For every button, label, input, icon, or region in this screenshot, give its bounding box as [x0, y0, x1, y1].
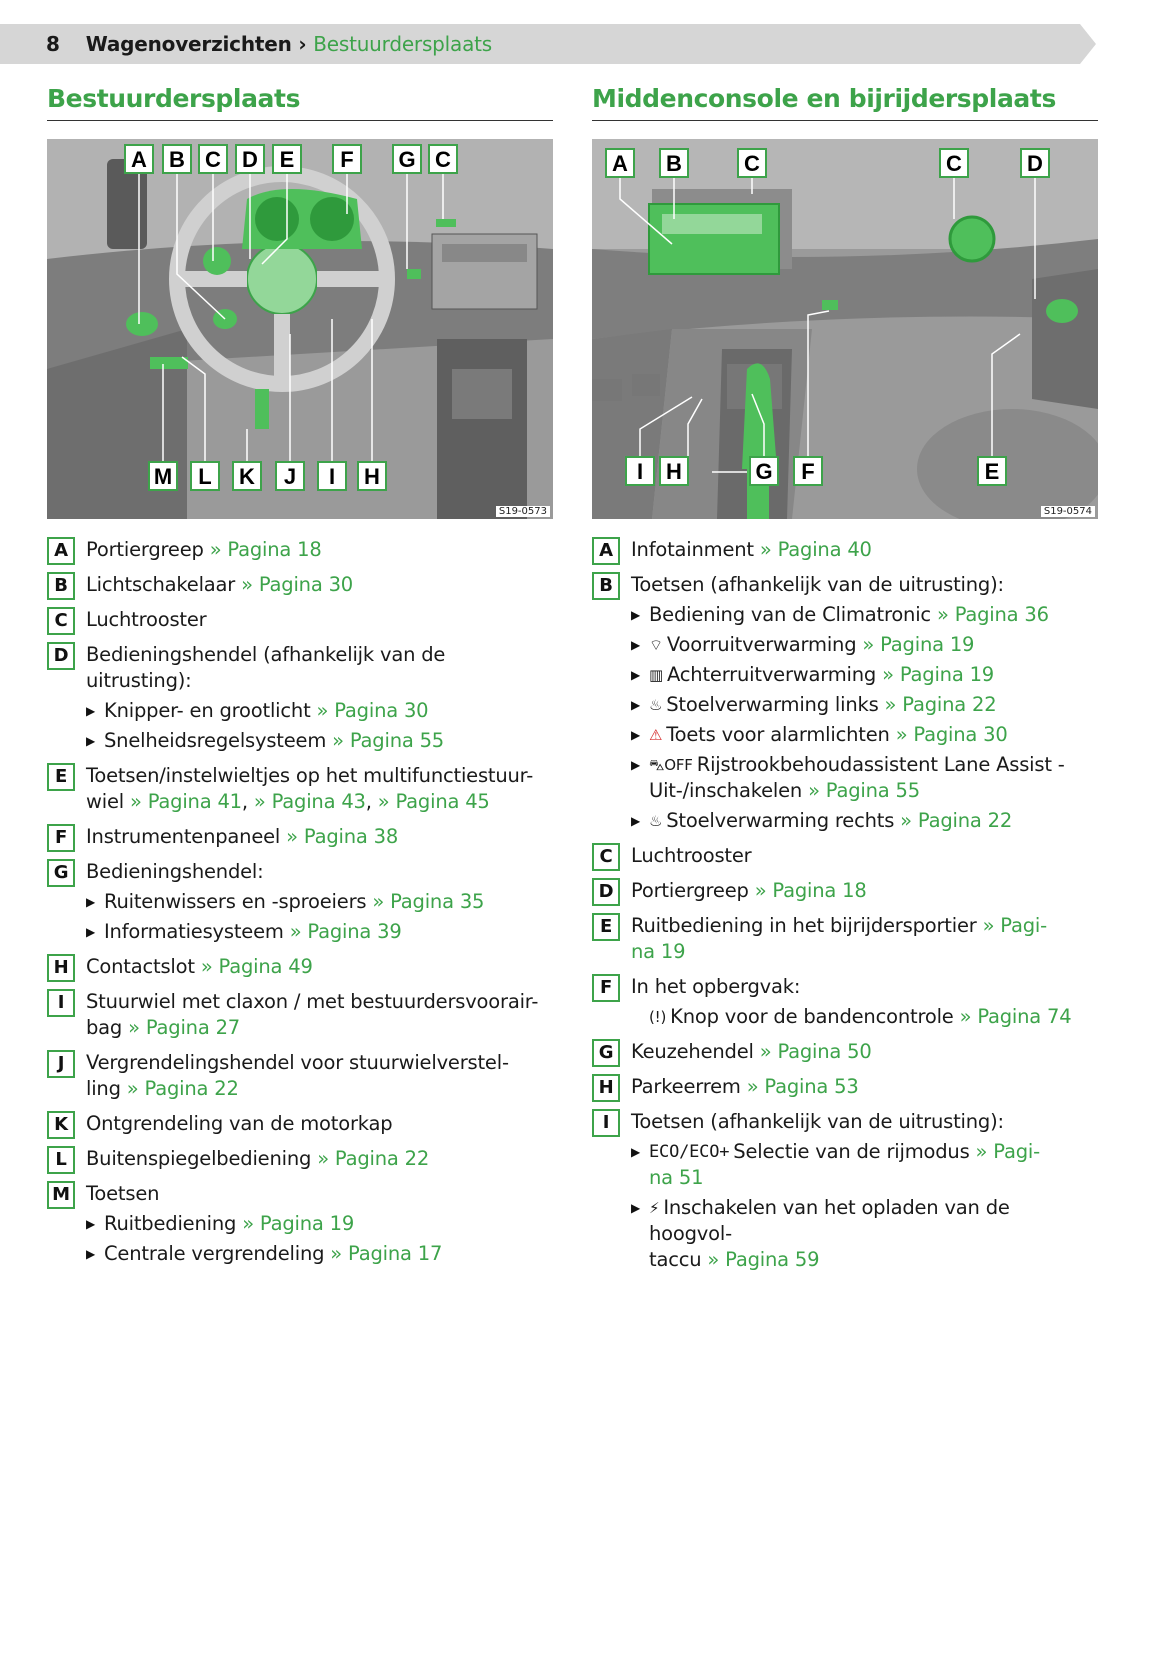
- legend-subitem: [631, 808, 1098, 834]
- legend-text: Toetsen: [86, 1182, 160, 1205]
- svg-text:G: G: [398, 147, 416, 172]
- legend-key: E: [47, 763, 75, 791]
- legend-text: Contactslot: [86, 955, 195, 978]
- subitem-text: Ruitenwissers en -sproeiers: [104, 890, 367, 913]
- tyre-pressure-icon: (!): [649, 1008, 667, 1026]
- svg-text:F: F: [340, 147, 354, 172]
- legend-key: I: [47, 989, 75, 1017]
- legend-key: L: [47, 1146, 75, 1174]
- lane-assist-off-icon: ⛍OFF: [649, 756, 693, 774]
- callout-i: [318, 462, 346, 490]
- legend-text-cont: wiel: [86, 790, 124, 813]
- subitem-text: Centrale vergrendeling: [104, 1242, 325, 1265]
- page-link[interactable]: » Pagina 27: [128, 1016, 240, 1039]
- legend-key: B: [47, 572, 75, 600]
- page-link[interactable]: » Pagina 45: [377, 790, 490, 813]
- legend-subitem: [86, 698, 553, 724]
- page-link[interactable]: » Pagina 74: [959, 1005, 1072, 1028]
- callout-e: [273, 145, 301, 173]
- svg-text:L: L: [198, 464, 212, 489]
- svg-text:C: C: [744, 151, 760, 176]
- hazard-warning-icon: ⚠: [649, 726, 663, 744]
- svg-text:M: M: [153, 464, 173, 489]
- legend-text: Bedieningshendel (afhankelijk van de uitrusting):: [86, 643, 446, 692]
- page-link[interactable]: » Pagi-: [982, 914, 1047, 937]
- subitem-text: Selectie van de rijmodus: [733, 1140, 970, 1163]
- callout-c: [738, 149, 766, 177]
- legend-key: C: [592, 843, 620, 871]
- page-link[interactable]: » Pagina 40: [759, 538, 872, 561]
- legend-key: I: [592, 1109, 620, 1137]
- legend-key: A: [47, 537, 75, 565]
- legend-subitem: [631, 662, 1098, 688]
- callout-l: [191, 462, 219, 490]
- callout-d: [1021, 149, 1049, 177]
- svg-text:B: B: [169, 147, 185, 172]
- svg-text:H: H: [364, 464, 380, 489]
- legend-item-h: [592, 1074, 1098, 1100]
- page-link-cont[interactable]: na 19: [631, 940, 686, 963]
- legend-text: Ontgrendeling van de motorkap: [86, 1112, 393, 1135]
- callout-c2: [429, 145, 457, 173]
- legend-item-g: [47, 859, 553, 945]
- svg-text:K: K: [239, 464, 255, 489]
- legend-item-j: [47, 1050, 553, 1102]
- svg-text:A: A: [131, 147, 147, 172]
- legend-item-g: [592, 1039, 1098, 1065]
- subitem-text: Snelheidsregelsysteem: [104, 729, 327, 752]
- page-link[interactable]: » Pagina 30: [895, 723, 1008, 746]
- legend-subitem: [86, 1241, 553, 1267]
- svg-text:J: J: [283, 464, 297, 489]
- page-link[interactable]: » Pagina 55: [808, 779, 920, 802]
- svg-text:C: C: [435, 147, 451, 172]
- page-link[interactable]: » Pagina 19: [242, 1212, 355, 1235]
- legend-key: M: [47, 1181, 75, 1209]
- subitem-text: Voorruitverwarming: [666, 633, 857, 656]
- svg-text:I: I: [328, 464, 336, 489]
- legend-key: E: [592, 913, 620, 941]
- breadcrumb: [46, 32, 492, 56]
- legend-item-i: [592, 1109, 1098, 1273]
- legend-item-e: [47, 763, 553, 815]
- callout-b: [660, 149, 688, 177]
- page-link[interactable]: » Pagina 19: [862, 633, 975, 656]
- legend-key: J: [47, 1050, 75, 1078]
- callout-a: [606, 149, 634, 177]
- legend-text: Lichtschakelaar: [86, 573, 236, 596]
- legend-text: Infotainment: [631, 538, 754, 561]
- console-figure: [592, 139, 1098, 519]
- legend-item-c: [592, 843, 1098, 869]
- svg-text:C: C: [205, 147, 221, 172]
- subitem-text-cont: taccu: [649, 1248, 702, 1271]
- callout-h: [660, 457, 688, 485]
- driver-legend: [47, 537, 553, 1267]
- page-link[interactable]: » Pagina 19: [882, 663, 994, 686]
- legend-key: H: [592, 1074, 620, 1102]
- subitem-text: Achterruitverwarming: [666, 663, 877, 686]
- subitem-text: Bediening van de Climatronic: [649, 603, 931, 626]
- page-link[interactable]: » Pagina 36: [936, 603, 1049, 626]
- page-link[interactable]: » Pagina 22: [317, 1147, 430, 1170]
- legend-item-l: [47, 1146, 553, 1172]
- subitem-text: Knop voor de bandencontrole: [670, 1005, 954, 1028]
- legend-item-a: [592, 537, 1098, 563]
- left-column: [47, 84, 553, 1276]
- legend-key: H: [47, 954, 75, 982]
- legend-text: Luchtrooster: [86, 608, 207, 631]
- legend-item-k: [47, 1111, 553, 1137]
- legend-subitem: [631, 692, 1098, 718]
- breadcrumb-section[interactable]: Wagenoverzichten: [85, 32, 292, 56]
- page-link[interactable]: » Pagina 22: [884, 693, 997, 716]
- legend-subitem: [631, 1004, 1098, 1030]
- callout-j: [276, 462, 304, 490]
- svg-text:E: E: [984, 459, 1000, 484]
- legend-text: Bedieningshendel:: [86, 860, 264, 883]
- legend-text: Vergrendelingshendel voor stuurwielverstel-: [86, 1051, 509, 1074]
- right-column: [592, 84, 1098, 1282]
- console-legend: [592, 537, 1098, 1273]
- legend-text: In het opbergvak:: [631, 975, 801, 998]
- page-link[interactable]: » Pagina 43: [253, 790, 366, 813]
- page-link[interactable]: » Pagina 53: [746, 1075, 859, 1098]
- legend-text: Keuzehendel: [631, 1040, 754, 1063]
- legend-item-b: [47, 572, 553, 598]
- svg-text:A: A: [612, 151, 628, 176]
- subitem-text: Rijstrookbehoudassistent Lane Assist -: [696, 753, 1065, 776]
- subitem-text-cont: Uit-/inschakelen: [649, 779, 803, 802]
- legend-text: Parkeerrem: [631, 1075, 741, 1098]
- legend-subitem: [86, 1211, 553, 1237]
- page-link[interactable]: » Pagina 22: [126, 1077, 239, 1100]
- subitem-text: Informatiesysteem: [104, 920, 284, 943]
- section-title-driver: Bestuurdersplaats: [47, 84, 553, 121]
- legend-subitem: [631, 1195, 1098, 1273]
- legend-key: D: [47, 642, 75, 670]
- subitem-text: Knipper- en grootlicht: [104, 699, 311, 722]
- charging-icon: ⚡: [649, 1199, 660, 1217]
- legend-text: Portiergreep: [631, 879, 749, 902]
- legend-key: K: [47, 1111, 75, 1139]
- legend-key: B: [592, 572, 620, 600]
- legend-subitem: [86, 728, 553, 754]
- callout-f: [794, 457, 822, 485]
- callout-b: [163, 145, 191, 173]
- legend-key: F: [592, 974, 620, 1002]
- page-link[interactable]: » Pagina 18: [209, 538, 322, 561]
- page-link[interactable]: » Pagina 18: [754, 879, 867, 902]
- callout-a: [125, 145, 153, 173]
- callout-c2: [940, 149, 968, 177]
- windscreen-heating-icon: ⌔: [649, 636, 663, 654]
- page-link[interactable]: » Pagina 55: [332, 729, 445, 752]
- page-link[interactable]: » Pagina 38: [286, 825, 399, 848]
- legend-text: Luchtrooster: [631, 844, 752, 867]
- legend-item-b: [592, 572, 1098, 834]
- legend-item-f: [47, 824, 553, 850]
- breadcrumb-separator: ›: [298, 32, 307, 56]
- legend-text-cont: ling: [86, 1077, 121, 1100]
- legend-key: C: [47, 607, 75, 635]
- legend-text: Ruitbediening in het bijrijdersportier: [631, 914, 977, 937]
- page-link[interactable]: » Pagi-: [975, 1140, 1040, 1163]
- figure-code: S19-0574: [1041, 506, 1095, 517]
- callout-m: [149, 462, 177, 490]
- seat-heating-right-icon: ♨: [649, 812, 663, 830]
- legend-subitem: [631, 632, 1098, 658]
- subitem-text: Toets voor alarmlichten: [666, 723, 890, 746]
- legend-item-h: [47, 954, 553, 980]
- svg-text:I: I: [636, 459, 644, 484]
- callout-g: [393, 145, 421, 173]
- legend-item-m: [47, 1181, 553, 1267]
- svg-text:D: D: [242, 147, 258, 172]
- svg-text:G: G: [755, 459, 773, 484]
- legend-text: Instrumentenpaneel: [86, 825, 281, 848]
- legend-key: G: [592, 1039, 620, 1067]
- svg-text:C: C: [946, 151, 962, 176]
- page-link-cont[interactable]: na 51: [649, 1166, 704, 1189]
- page-link[interactable]: » Pagina 50: [759, 1040, 872, 1063]
- callout-e: [978, 457, 1006, 485]
- driver-illustration: [47, 139, 553, 519]
- legend-item-d: [592, 878, 1098, 904]
- legend-subitem: [631, 602, 1098, 628]
- callout-c: [199, 145, 227, 173]
- page-link[interactable]: » Pagina 22: [900, 809, 1013, 832]
- legend-item-e: [592, 913, 1098, 965]
- page-link[interactable]: » Pagina 59: [707, 1248, 820, 1271]
- callout-d: [236, 145, 264, 173]
- legend-subitem: [631, 722, 1098, 748]
- comma: ,: [241, 790, 248, 813]
- rear-window-heating-icon: ▥: [649, 666, 663, 684]
- callout-g: [750, 457, 778, 485]
- legend-text: Portiergreep: [86, 538, 204, 561]
- svg-text:H: H: [666, 459, 682, 484]
- subitem-text: Stoelverwarming rechts: [666, 809, 895, 832]
- legend-key: D: [592, 878, 620, 906]
- console-illustration: [592, 139, 1098, 519]
- legend-subitem: [86, 919, 553, 945]
- page-link[interactable]: » Pagina 30: [241, 573, 354, 596]
- svg-text:F: F: [801, 459, 815, 484]
- legend-text: Stuurwiel met claxon / met bestuurdersvoorair-: [86, 990, 539, 1013]
- legend-item-d: [47, 642, 553, 754]
- svg-text:D: D: [1027, 151, 1043, 176]
- page-link[interactable]: » Pagina 30: [316, 699, 429, 722]
- figure-code: S19-0573: [496, 506, 550, 517]
- legend-text: Toetsen (afhankelijk van de uitrusting):: [631, 1110, 1004, 1133]
- page-number: 8: [46, 32, 60, 56]
- subitem-text: Stoelverwarming links: [666, 693, 879, 716]
- callout-i: [626, 457, 654, 485]
- legend-text: Toetsen/instelwieltjes op het multifunctiestuur-: [86, 764, 534, 787]
- page-link[interactable]: » Pagina 39: [289, 920, 402, 943]
- seat-heating-left-icon: ♨: [649, 696, 663, 714]
- legend-item-a: [47, 537, 553, 563]
- legend-key: G: [47, 859, 75, 887]
- legend-key: F: [47, 824, 75, 852]
- svg-text:B: B: [666, 151, 682, 176]
- page-link[interactable]: » Pagina 41: [129, 790, 242, 813]
- legend-item-c: [47, 607, 553, 633]
- section-title-console: Middenconsole en bijrijdersplaats: [592, 84, 1098, 121]
- page-link[interactable]: » Pagina 49: [200, 955, 313, 978]
- legend-subitem: [631, 1139, 1098, 1191]
- page-link[interactable]: » Pagina 35: [372, 890, 485, 913]
- callout-h: [358, 462, 386, 490]
- svg-text:E: E: [279, 147, 295, 172]
- driver-figure: [47, 139, 553, 519]
- legend-subitem: [86, 889, 553, 915]
- legend-item-i: [47, 989, 553, 1041]
- callout-f: [333, 145, 361, 173]
- breadcrumb-current: Bestuurdersplaats: [313, 32, 492, 56]
- legend-text-cont: bag: [86, 1016, 123, 1039]
- legend-subitem: [631, 752, 1098, 804]
- legend-text: Buitenspiegelbediening: [86, 1147, 312, 1170]
- legend-text: Toetsen (afhankelijk van de uitrusting):: [631, 573, 1004, 596]
- comma: ,: [365, 790, 372, 813]
- subitem-text: Ruitbediening: [104, 1212, 237, 1235]
- callout-k: [233, 462, 261, 490]
- subitem-text: Inschakelen van het opladen van de hoogvol-: [649, 1196, 1010, 1245]
- legend-item-f: [592, 974, 1098, 1030]
- legend-key: A: [592, 537, 620, 565]
- eco-mode-icon: ECO/ECO+: [649, 1142, 730, 1162]
- page-link[interactable]: » Pagina 17: [330, 1242, 443, 1265]
